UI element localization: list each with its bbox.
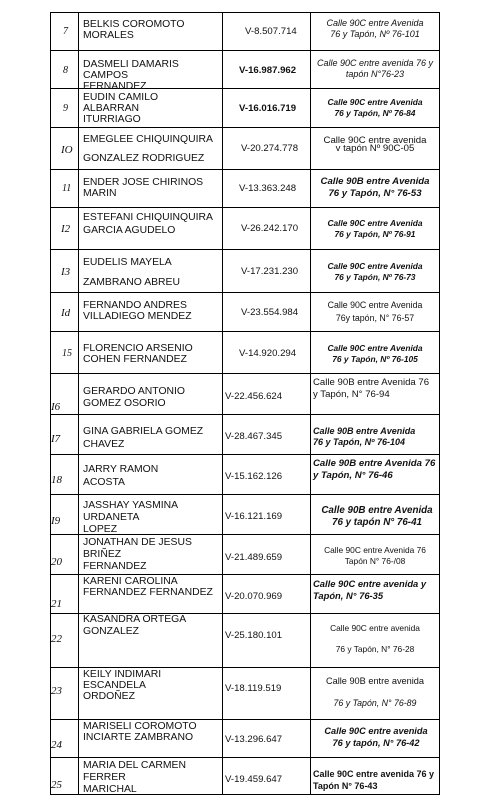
- person-name: KASANDRA ORTEGA GONZALEZ: [83, 614, 187, 637]
- person-name-line2: GONZALEZ RODRIGUEZ: [83, 153, 205, 164]
- person-name: ENDER JOSE CHIRINOS MARIN: [83, 177, 204, 199]
- table-row: [51, 758, 439, 795]
- row-number: 23: [51, 685, 62, 697]
- address: Calle 90C entre avenida 76 y tapón, N° 76-42: [324, 726, 428, 748]
- id-number: V-20.274.778: [241, 143, 299, 154]
- row-number: I9: [51, 515, 61, 527]
- table-row: [51, 170, 439, 208]
- address: Calle 90C entre Avenida 76 y Tapón, Nº 76-101: [326, 18, 424, 39]
- id-number: V-17.231.230: [241, 266, 299, 277]
- id-number: V-25.180.101: [225, 630, 283, 641]
- beneficiary-table: [50, 12, 440, 795]
- row-number: 24: [51, 739, 62, 751]
- id-number: V-13.296.647: [225, 734, 283, 745]
- row-number: 20: [51, 556, 62, 568]
- row-number: 7: [63, 26, 68, 37]
- table-row: [51, 208, 439, 250]
- table-row: [51, 614, 439, 668]
- id-number: V-16.987.962: [239, 65, 297, 76]
- id-number: V-22.456.624: [225, 391, 283, 402]
- table-row: [51, 374, 439, 415]
- table-row: [51, 535, 439, 575]
- person-name: MARISELI COROMOTO INCIARTE ZAMBRANO: [83, 721, 197, 743]
- table-row: [51, 575, 439, 614]
- table-row: [51, 293, 439, 332]
- row-number: I6: [51, 401, 61, 413]
- table-row: [51, 720, 439, 758]
- table-row: [51, 332, 439, 374]
- row-number: 21: [51, 598, 62, 610]
- person-name: EUDELIS MAYELA: [83, 257, 172, 268]
- table-row: [51, 128, 439, 170]
- person-name: GERARDO ANTONIO GOMEZ OSORIO: [83, 386, 185, 409]
- row-number: I3: [61, 266, 71, 278]
- table-row: [51, 51, 439, 92]
- person-name: KEILY INDIMARI ESCANDELA ORDOÑEZ: [83, 669, 162, 702]
- person-name: DASMELI DAMARIS CAMPOS FERNANDEZ: [83, 59, 179, 92]
- row-number: I7: [51, 433, 61, 445]
- address: Calle 90B entre Avenida 76 y tapón N° 76-41: [321, 505, 433, 528]
- address: Calle 90C entre avenida 76 y Tapón N° 76-43: [313, 769, 435, 791]
- person-name: EUDIN CAMILO ALBARRAN ITURRIAGO: [83, 92, 159, 125]
- address: Calle 90B entre Avenida 76 y Tapón, N° 76-94: [313, 377, 430, 400]
- person-name: EMEGLEE CHIQUINQUIRA: [83, 134, 213, 145]
- row-number: 18: [51, 474, 62, 486]
- row-number: 15: [62, 348, 72, 359]
- address-line2: 76 y Tapón, N° 76-89: [333, 698, 417, 708]
- row-number: 11: [62, 183, 72, 194]
- id-number: V-14.920.294: [239, 348, 297, 359]
- table-row: [51, 250, 439, 293]
- person-name-line2: ZAMBRANO ABREU: [83, 277, 180, 288]
- table-row: [51, 89, 439, 128]
- person-name: JARRY RAMON ACOSTA: [83, 464, 159, 488]
- row-number: Id: [61, 307, 71, 319]
- row-number: 25: [51, 779, 62, 791]
- id-number: V-20.070.969: [225, 591, 283, 602]
- address: Calle 90C entre Avenida 76 y Tapón, Nº 76-84: [327, 97, 423, 118]
- table-row: [51, 668, 439, 720]
- id-number: V-26.242.170: [241, 223, 299, 234]
- row-number: 9: [63, 103, 68, 114]
- person-name: MARIA DEL CARMEN FERRER MARICHAL: [83, 760, 186, 795]
- address: Calle 90C entre Avenida 76 y Tapón, Nº 76-105: [327, 343, 423, 364]
- person-name: JASSHAY YASMINA URDANETA LOPEZ: [83, 500, 178, 535]
- id-number: V-13.363.248: [239, 183, 297, 194]
- table-row: [51, 415, 439, 455]
- id-number: V-28.467.345: [225, 431, 283, 442]
- address: Calle 90B entre Avenida 76 y Tapón, Nº 76-104: [313, 426, 416, 447]
- id-number: V-15.162.126: [225, 471, 283, 482]
- address-line2: 76 y Tapón, N° 76-28: [335, 644, 415, 654]
- address: Calle 90B entre avenida: [325, 676, 425, 686]
- address: Calle 90C entre Avenida 76 Tapón N° 76-/08: [324, 545, 426, 566]
- address: Calle 90B entre Avenida 76 y Tapón, N° 76-53: [320, 176, 430, 199]
- person-name: KARENI CAROLINA FERNANDEZ FERNANDEZ: [83, 576, 213, 598]
- address: Calle 90B entre Avenida 76 y Tapón, N° 76-46: [313, 458, 436, 481]
- address: Calle 90C entre avenida: [330, 623, 420, 633]
- id-number: V-18.119.519: [225, 683, 282, 694]
- row-number: 8: [63, 65, 68, 76]
- person-name: FERNANDO ANDRES VILLADIEGO MENDEZ: [83, 300, 192, 322]
- address: Calle 90C entre Avenida 76y tapón, N° 76-57: [327, 300, 423, 323]
- address: Calle 90C entre Avenida 76 y Tapón, Nº 76-73: [327, 261, 423, 282]
- address: Calle 90C entre Avenida 76 y Tapón, Nº 76-91: [327, 218, 423, 239]
- table-row: [51, 13, 439, 51]
- id-number: V-19.459.647: [225, 774, 283, 785]
- row-number: I2: [61, 223, 71, 235]
- address: Calle 90C entre avenida v tapón Nº 90C-05: [323, 135, 427, 154]
- id-number: V-16.121.169: [225, 511, 283, 522]
- address: Calle 90C entre avenida y Tapón, N° 76-35: [313, 578, 427, 601]
- id-number: V-21.489.659: [225, 552, 283, 563]
- table-row: [51, 455, 439, 495]
- person-name: GINA GABRIELA GOMEZ CHAVEZ: [83, 426, 204, 450]
- id-number: V-23.554.984: [241, 307, 299, 318]
- address: Calle 90C entre avenida 76 y tapón N°76-23: [316, 58, 434, 79]
- person-name: FLORENCIO ARSENIO COHEN FERNANDEZ: [83, 343, 193, 365]
- id-number: V-16.016.719: [239, 103, 297, 114]
- person-name: ESTEFANI CHIQUINQUIRA GARCIA AGUDELO: [83, 212, 213, 236]
- id-number: V-8.507.714: [245, 26, 297, 37]
- person-name: BELKIS COROMOTO MORALES: [83, 19, 185, 41]
- row-number: IO: [61, 144, 73, 156]
- row-number: 22: [51, 633, 62, 645]
- table-row: [51, 495, 439, 535]
- person-name: JONATHAN DE JESUS BRIÑEZ FERNANDEZ: [83, 537, 192, 572]
